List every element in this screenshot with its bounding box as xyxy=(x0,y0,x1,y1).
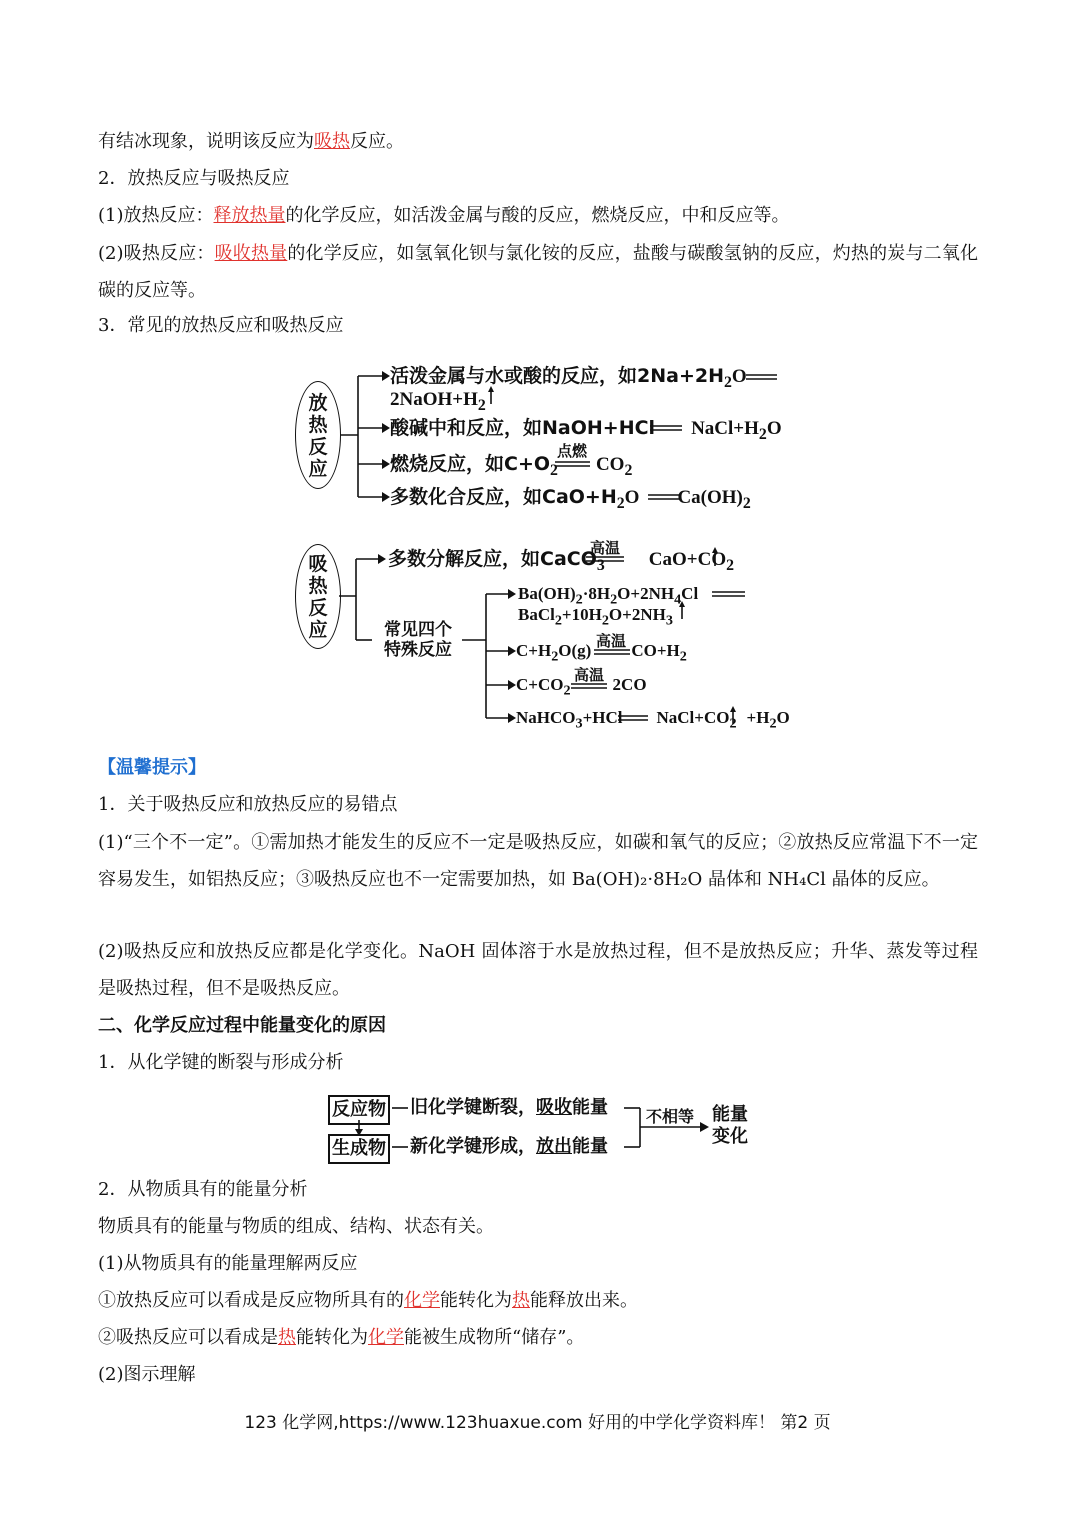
endo-special-2-condition: 高温 xyxy=(596,632,627,650)
section-2-title: 二、化学反应过程中能量变化的原因 xyxy=(98,1015,386,1036)
endo-reaction-1: 多数分解反应，如CaCO$_3$ $CaO+CO_2$ xyxy=(388,548,735,574)
section-2-line-7: (2)图示理解 xyxy=(98,1364,196,1385)
endo-label-text: 吸 热 反 应 xyxy=(308,553,328,641)
endo-reaction-1-condition: 高温 xyxy=(590,539,621,557)
section-2-line-2: 2．从物质具有的能量分析 xyxy=(98,1179,308,1200)
endo-special-label: 常见四个特殊反应 xyxy=(384,620,452,660)
not-equal-label: 不相等 xyxy=(646,1107,695,1126)
bond-break-text: 旧化学键断裂，吸收能量 xyxy=(410,1097,608,1118)
page-footer: 123 化学网,https://www.123huaxue.com 好用的中学化学资料库！ 第2 页 xyxy=(244,1413,831,1433)
section-2-line-4: (1)从物质具有的能量理解两反应 xyxy=(98,1253,358,1274)
section-2-line-3: 物质具有的能量与物质的组成、结构、状态有关。 xyxy=(98,1216,494,1237)
section-2-line-6: ②吸热反应可以看成是热能转化为化学能被生成物所“储存”。 xyxy=(98,1327,585,1348)
text-line-5: 3．常见的放热反应和吸热反应 xyxy=(98,315,344,336)
endo-special-1-product: $BaCl_2+10H_2O+2NH_3$ xyxy=(518,605,673,629)
text-line-1: 有结冰现象，说明该反应为吸热反应。 xyxy=(98,131,404,152)
endo-special-4: NaHCO$_3$+HCl $NaCl+CO_2 +H_2O$ xyxy=(516,708,790,732)
exo-label-text: 放 热 反 应 xyxy=(308,392,328,480)
tip-line-2: (1)“三个不一定”。①需加热才能发生的反应不一定是吸热反应，如碳和氧气的反应；②放热反应常温下不一定容易发生，如铝热反应；③吸热反应也不一定需要加热，如 Ba(OH)₂·8H₂O 晶体和 NH₄Cl 晶体的反应。 xyxy=(98,832,978,890)
tip-title: 【温馨提示】 xyxy=(98,757,206,778)
endo-special-2: $C+H_2O(g)$ $CO+H_2$ xyxy=(516,641,687,665)
exo-reaction-4: 多数化合反应，如$CaO+H_2O$ $Ca(OH)_2$ xyxy=(390,486,751,512)
section-2-line-1: 1．从化学键的断裂与形成分析 xyxy=(98,1052,344,1073)
exo-reaction-2: 酸碱中和反应，如NaOH+HCl $NaCl+H_2O$ xyxy=(390,417,782,443)
energy-change-2: 变化 xyxy=(712,1126,748,1147)
energy-change-1: 能量 xyxy=(712,1104,748,1125)
endo-special-3-condition: 高温 xyxy=(574,666,605,684)
bond-form-text: 新化学键形成，放出能量 xyxy=(410,1136,608,1157)
text-line-3: (1)放热反应：释放热量的化学反应，如活泼金属与酸的反应，燃烧反应，中和反应等。 xyxy=(98,205,790,226)
reactant-box: 反应物 xyxy=(328,1095,390,1125)
text-line-2: 2．放热反应与吸热反应 xyxy=(98,168,290,189)
endo-label xyxy=(306,553,330,641)
tip-line-3: (2)吸热反应和放热反应都是化学变化。NaOH 固体溶于水是放热过程，但不是放热反应；升华、蒸发等过程是吸热过程，但不是吸热反应。 xyxy=(98,941,978,999)
exo-reaction-3-condition: 点燃 xyxy=(557,442,588,460)
exo-reaction-3: 燃烧反应，如$C+O_2$ $CO_2$ xyxy=(390,453,633,479)
endo-special-1: $Ba(OH)_2\cdot 8H_2O+2NH_4Cl$ xyxy=(518,584,699,608)
exo-reaction-1: 活泼金属与水或酸的反应，如$2Na+2H_2O$ xyxy=(390,365,747,391)
text-line-4: (2)吸热反应：吸收热量的化学反应，如氢氧化钡与氯化铵的反应，盐酸与碳酸氢钠的反应，灼热的炭与二氧化碳的反应等。 xyxy=(98,243,979,301)
product-box: 生成物 xyxy=(328,1134,390,1164)
tip-line-1: 1．关于吸热反应和放热反应的易错点 xyxy=(98,794,398,815)
exo-reaction-1-product: $2NaOH+H_2$ xyxy=(390,389,486,414)
section-2-line-5: ①放热反应可以看成是反应物所具有的化学能转化为热能释放出来。 xyxy=(98,1290,638,1311)
endo-special-3: $C+CO_2$ 2CO xyxy=(516,675,647,699)
